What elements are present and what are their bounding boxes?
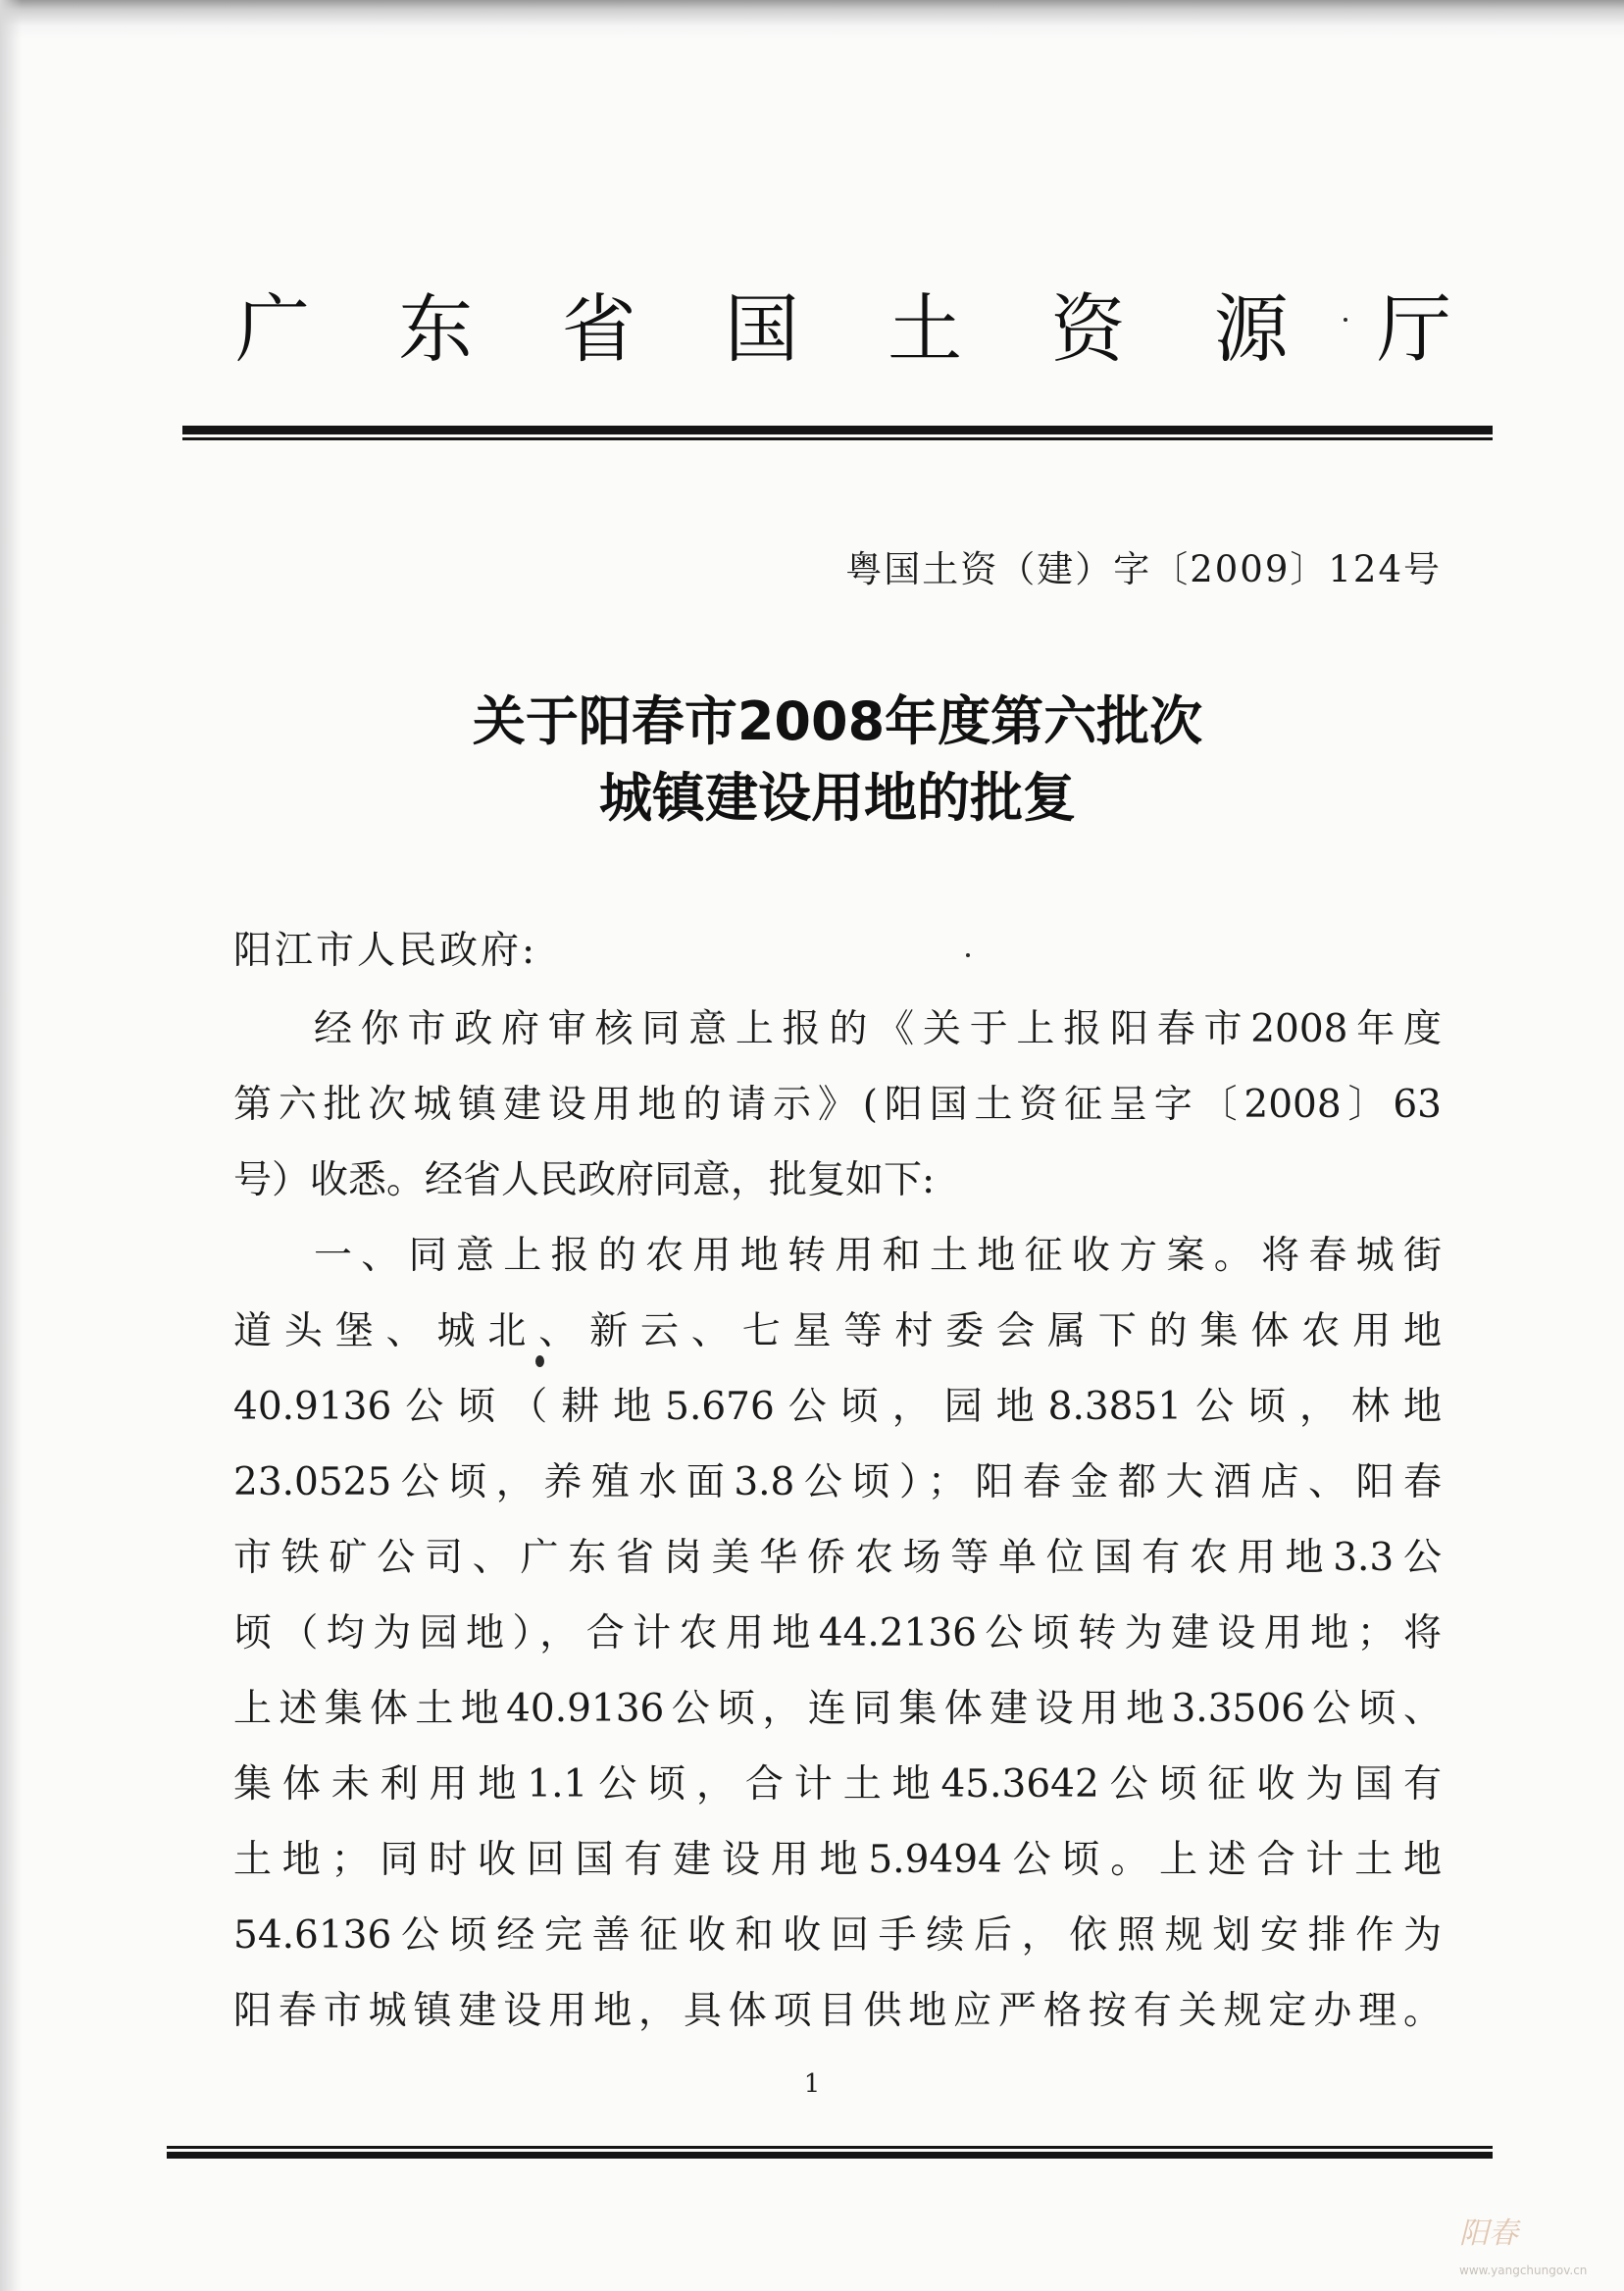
watermark-logo: 阳春 (1459, 2216, 1518, 2251)
scan-left-edge (0, 0, 22, 2291)
body-line: 经你市政府审核同意上报的《关于上报阳春市2008年度 (314, 1007, 1442, 1051)
org-char: 资 (1050, 285, 1126, 373)
body-line: 号）收悉。经省人民政府同意，批复如下: (233, 1158, 936, 1202)
site-watermark (1459, 2216, 1606, 2277)
body-line: 土地；同时收回国有建设用地5.9494公顷。上述合计土地 (233, 1838, 1442, 1882)
org-char: 广 (235, 285, 310, 373)
document-title-line-1: 关于阳春市2008年度第六批次 (472, 690, 1203, 752)
scan-speck (1344, 318, 1347, 322)
body-line: 23.0525公顷，养殖水面3.8公顷）；阳春金都大酒店、阳春 (233, 1460, 1442, 1504)
body-line: 一、同意上报的农用地转用和土地征收方案。将春城街 (314, 1234, 1442, 1278)
org-char: 源 (1213, 285, 1289, 373)
org-char: 省 (561, 285, 636, 373)
scan-speck (966, 953, 970, 957)
org-char: 土 (888, 285, 963, 373)
header-divider (182, 426, 1493, 441)
page-number: 1 (803, 2069, 821, 2099)
scan-top-edge (0, 0, 1624, 39)
body-line: 集体未利用地1.1公顷，合计土地45.3642公顷征收为国有 (233, 1762, 1442, 1807)
watermark-url: www.yangchungov.cn (1459, 2264, 1588, 2277)
body-line: 上述集体土地40.9136公顷，连同集体建设用地3.3506公顷、 (233, 1687, 1442, 1731)
document-number: 粤国土资（建）字〔2009〕124号 (845, 548, 1442, 590)
document-title-line-2: 城镇建设用地的批复 (599, 767, 1076, 829)
org-char: 厅 (1376, 285, 1451, 373)
body-line: 阳春市城镇建设用地，具体项目供地应严格按有关规定办理。 (233, 1989, 1442, 2033)
body-line: 道头堡、城北、新云、七星等村委会属下的集体农用地 (233, 1309, 1442, 1353)
body-line: 第六批次城镇建设用地的请示》(阳国土资征呈字〔2008〕63 (233, 1083, 1442, 1127)
body-line: 市铁矿公司、广东省岗美华侨农场等单位国有农用地3.3公 (233, 1536, 1442, 1580)
body-line: 40.9136公顷（耕地5.676公顷，园地8.3851公顷，林地 (233, 1385, 1442, 1429)
scan-speck (535, 1355, 544, 1367)
body-line: 54.6136公顷经完善征收和收回手续后，依照规划安排作为 (233, 1913, 1442, 1958)
addressee: 阳江市人民政府: (233, 929, 538, 973)
org-char: 东 (398, 285, 474, 373)
footer-divider (167, 2146, 1493, 2160)
organization-title (235, 279, 1451, 381)
body-line: 顷（均为园地），合计农用地44.2136公顷转为建设用地；将 (233, 1611, 1442, 1655)
org-char: 国 (724, 285, 799, 373)
